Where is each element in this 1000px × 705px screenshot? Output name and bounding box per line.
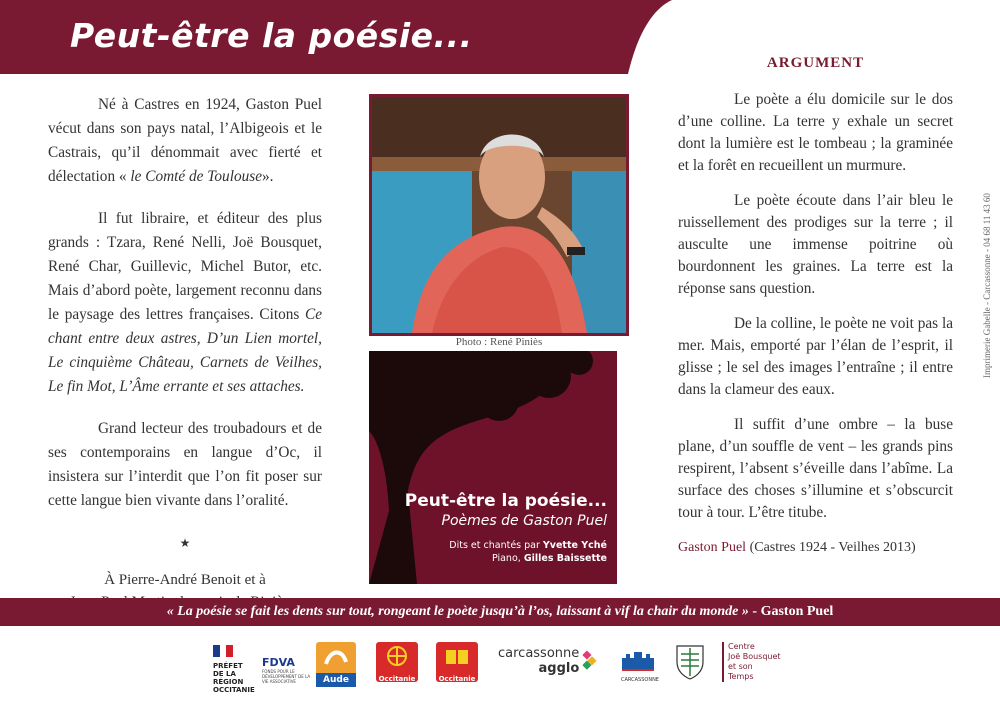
argument-paragraph-3: De la colline, le poète ne voit pas la mer. Mais, emporté par l’élan de l’esprit, il glisse ; le sel des images l’entraîne ; il entre dans la clameur des eaux. (678, 315, 953, 398)
argument-heading: ARGUMENT (766, 55, 865, 71)
coat-of-arms-icon (675, 644, 707, 685)
page-title: Peut-être la poésie... (70, 16, 473, 55)
fdva-logo: FDVA FONDS POUR LE DÉVELOPPEMENT DE LA VIE ASSOCIATIVE (262, 656, 311, 684)
prefet-logo: PRÉFET DE LA RÉGION OCCITANIE (213, 644, 263, 694)
right-column (678, 52, 953, 572)
quote-author: - Gaston Puel (752, 604, 834, 619)
cover-credits: Dits et chantés par Yvette Yché Piano, Gilles Baissette (449, 540, 607, 564)
sponsor-logos (0, 636, 1000, 696)
argument-paragraph-4: Il suffit d’une ombre – la buse plane, d’un souffle de vent – les grands pins respirent, l’absent s’éveille dans l’abîme. La surface des choses s’illumine et s’obscurcit tour à tour. L’être titube. (678, 416, 953, 521)
cover-subtitle: Poèmes de Gaston Puel (441, 513, 607, 529)
occitanie-logo-1: Occitanie (376, 642, 418, 682)
bio-paragraph-3: Grand lecteur des troubadours et de ses contemporains en langue d’Oc, il insistera sur l’interdit que l’on fit poser sur cette langue bien vivante dans l’oralité. (48, 420, 322, 509)
occitanie-logo-2: Occitanie (436, 642, 478, 682)
argument-paragraph-1: Le poète a élu domicile sur le dos d’une colline. La terre y exhale un secret dont la lumière est le tombeau ; la graminée et la forêt en recueillent un murmure. (678, 91, 953, 174)
signature: Gaston Puel (Castres 1924 - Veilhes 2013) (678, 540, 916, 555)
printer-note: Imprimerie Gabelle - Carcassonne - 04 68 11 43 60 (982, 193, 992, 378)
aude-logo: Aude (316, 642, 356, 682)
quote-band (0, 598, 1000, 626)
photo-caption: Photo : René Piniès (455, 336, 543, 348)
bio-paragraph-1: Né à Castres en 1924, Gaston Puel vécut dans son pays natal, l’Albigeois et le Castrais, qu’il dénommait avec fierté et délectation « le Comté de Toulouse». (48, 96, 322, 185)
argument-paragraph-2: Le poète écoute dans l’air bleu le ruissellement des prodiges sur la terre ; il ausculte une immense poitrine où bourdonnent les graines. La terre est la réponse sans question. (678, 192, 953, 297)
cover-title: Peut-être la poésie... (404, 491, 607, 511)
bio-paragraph-2: Il fut libraire, et éditeur des plus grands : Tzara, René Nelli, Joë Bousquet, René Char, Guillevic, Michel Butor, etc. Mais d’abord poète, largement reconnu dans le paysage des lettres françaises. Citons Ce chant entre deux astres, D’un Lien mortel, Le cinquième Château, Carnets de Veilhes, Le fin Mot, L’Âme errante et ses attaches. (48, 210, 322, 395)
left-column (48, 93, 322, 613)
album-cover (369, 351, 617, 584)
star-icon: ★ (179, 536, 191, 550)
carcassonne-agglo-logo: carcassonne agglo (498, 646, 598, 676)
dedication: À Pierre-André Benoit et à (104, 572, 266, 588)
cover-text (405, 491, 607, 565)
portrait-photo (369, 94, 629, 336)
carcassonne-city-logo: CARCASSONNE (620, 644, 660, 683)
diamond-icon (579, 648, 598, 674)
quote-text: « La poésie se fait les dents sur tout, rongeant le poète jusqu’à l’os, laissant à vif la chair du monde » (166, 604, 749, 619)
centre-joe-bousquet-logo: Centre Joë Bousquet et son Temps (722, 642, 782, 682)
flag-icon (213, 645, 233, 657)
